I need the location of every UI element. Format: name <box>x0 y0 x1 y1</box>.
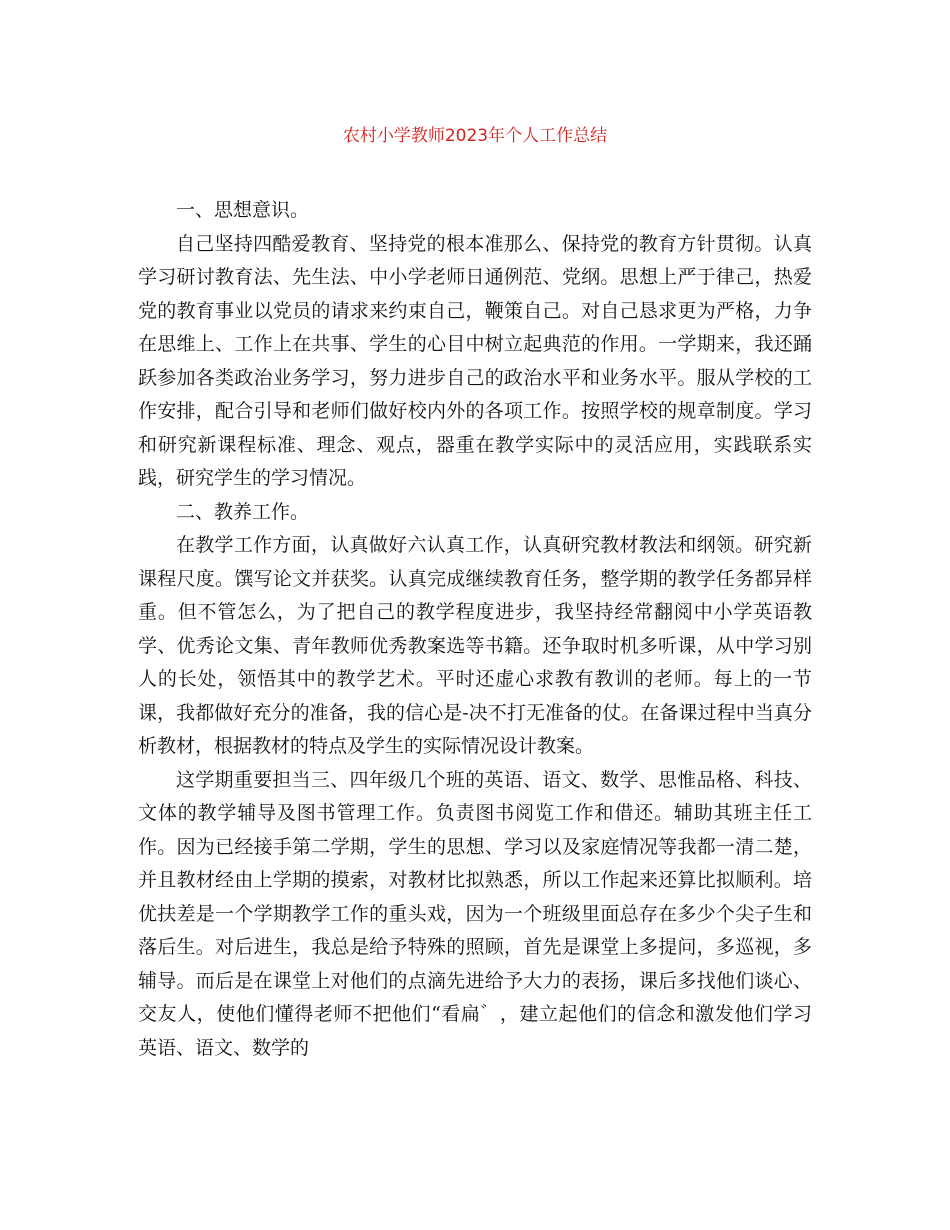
paragraph-teaching-work: 在教学工作方面，认真做好六认真工作，认真研究教材教法和纲领。研究新课程尺度。馔写论文并获奖。认真完成继续教育任务，整学期的教学任务都异样重。但不管怎么，为了把自己的教学程度进步，我坚持经常翻阅中小学英语教学、优秀论文集、青年教师优秀教案选等书籍。还争取时机多听课，从中学习别人的长处，领悟其中的教学艺术。平时还虚心求教有教训的老师。每上的一节课，我都做好充分的准备，我的信心是-决不打无准备的仗。在备课过程中当真分析教材，根据教材的特点及学生的实际情况设计教案。 <box>138 534 812 757</box>
section-heading-teaching: 二、教养工作。 <box>176 500 310 523</box>
document-title: 农村小学教师2023年个人工作总结 <box>342 126 608 146</box>
paragraph-ideology: 自己坚持四酷爱教育、坚持党的根本准那么、保持党的教育方针贯彻。认真学习研讨教育法、先生法、中小学老师日通例范、党纲。思想上严于律己，热爱党的教育事业以党员的请求来约束自己，鞭策自己。对自己恳求更为严格，力争在思维上、工作上在共事、学生的心目中树立起典范的作用。一学期来，我还踊跃参加各类政治业务学习，努力进步自己的政治水平和业务水平。服从学校的工作安排，配合引导和老师们做好校内外的各项工作。按照学校的规章制度。学习和研究新课程标准、理念、观点，器重在教学实际中的灵活应用，实践联系实践，研究学生的学习情况。 <box>138 232 812 489</box>
paragraph-semester-duties: 这学期重要担当三、四年级几个班的英语、语文、数学、思惟品格、科技、文体的教学辅导及图书管理工作。负责图书阅览工作和借还。辅助其班主任工作。因为已经接手第二学期，学生的思想、学习以及家庭情况等我都一清二楚，并且教材经由上学期的摸索，对教材比拟熟悉，所以工作起来还算比拟顺利。培优扶差是一个学期教学工作的重头戏，因为一个班级里面总存在多少个尖子生和落后生。对后进生，我总是给予特殊的照顾，首先是课堂上多提问，多巡视，多辅导。而后是在课堂上对他们的点滴先进给予大力的表扬，课后多找他们谈心、交友人，使他们懂得老师不把他们“看扁゛，建立起他们的信念和激发他们学习英语、语文、数学的 <box>138 768 812 1059</box>
section-heading-ideology: 一、思想意识。 <box>176 199 310 221</box>
document-body <box>138 194 812 1065</box>
